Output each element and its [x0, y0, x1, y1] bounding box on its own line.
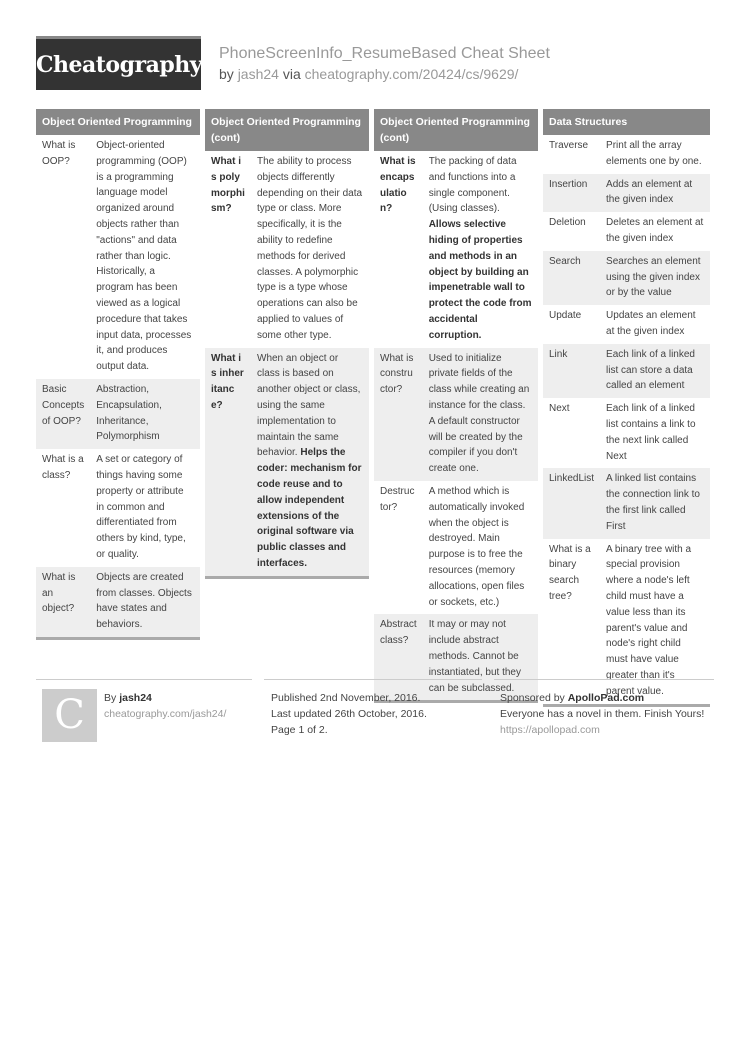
definition: A binary tree with a special provision where a node's left child must have a value less than its parent's value and node's right child must have value greater than it's parent value. — [600, 539, 710, 704]
avatar: C — [42, 689, 97, 742]
section-table — [36, 135, 200, 637]
definition: A linked list contains the connection link to the first link called First — [600, 468, 710, 538]
table-row — [374, 481, 538, 614]
published-date: Published 2nd November, 2016. — [271, 692, 421, 704]
term: Link — [543, 344, 600, 398]
term: LinkedList — [543, 468, 600, 538]
author-link[interactable]: jash24 — [237, 66, 279, 82]
section-title: Object Oriented Programming — [36, 109, 200, 135]
term: Abstract class? — [374, 614, 423, 700]
term: Traverse — [543, 135, 600, 174]
definition: Adds an element at the given index — [600, 174, 710, 213]
term: What is an object? — [36, 567, 90, 637]
definition: Object-oriented programming (OOP) is a programming language model organized around objects rather than "actions" and data rather than logic. Historically, a program has been viewed as a logical procedure that takes input data, processes it, and produces output data. — [90, 135, 200, 379]
section-oop — [36, 109, 200, 640]
section-data-structures — [543, 109, 710, 707]
definition-emphasis: Allows selective hiding of properties and methods in an object by building an impenetrable wall to protect the code from accidental corruption. — [428, 219, 532, 341]
definition: Used to initialize private fields of the class while creating an instance for the class. A default constructor will be created by the compiler if you don't create one. — [423, 348, 538, 481]
table-row — [205, 348, 369, 576]
page-title: PhoneScreenInfo_ResumeBased Cheat Sheet — [219, 45, 550, 62]
section-table — [205, 151, 369, 576]
section-title: Object Oriented Programming (cont) — [205, 109, 369, 151]
table-row — [36, 379, 200, 449]
table-row — [36, 567, 200, 637]
table-row — [36, 135, 200, 379]
table-row — [374, 348, 538, 481]
definition-text: When an object or class is based on another object or class, using the same implementation to maintain the same behavior. — [257, 352, 361, 459]
table-row — [543, 398, 710, 468]
updated-date: Last updated 26th October, 2016. — [271, 708, 427, 720]
definition: A method which is automatically invoked when the object is destroyed. Main purpose is to free the resources (memory allocations, open files or sockets, etc.) — [423, 481, 538, 614]
term: Search — [543, 251, 600, 305]
section-title: Object Oriented Programming (cont) — [374, 109, 538, 151]
header — [36, 36, 714, 90]
sponsor-url[interactable]: https://apollopad.com — [500, 724, 600, 736]
section-divider — [36, 637, 200, 640]
by-label: By — [104, 692, 117, 704]
footer-sponsor — [494, 679, 714, 738]
definition: Each link of a linked list can store a data called an element — [600, 344, 710, 398]
term: What is a class? — [36, 449, 90, 567]
section-table — [543, 135, 710, 704]
table-row — [543, 212, 710, 251]
definition: Updates an element at the given index — [600, 305, 710, 344]
logo-text: Cheatography — [36, 52, 202, 78]
by-label: by — [219, 66, 234, 82]
definition: The ability to process objects differently depending on their data type or class. More specifically, it is the ability to redefine methods for derived classes. A polymorphic type is a type whose operations can also be applied to values of some other type. — [251, 151, 369, 348]
table-row — [543, 135, 710, 174]
term: Deletion — [543, 212, 600, 251]
definition — [251, 348, 369, 576]
table-row — [543, 468, 710, 538]
byline — [219, 66, 518, 82]
term: Destructor? — [374, 481, 423, 614]
table-row — [543, 251, 710, 305]
term: Basic Concepts of OOP? — [36, 379, 90, 449]
table-row — [543, 174, 710, 213]
term: Next — [543, 398, 600, 468]
term: What is inheritance? — [205, 348, 251, 576]
definition: Objects are created from classes. Objects have states and behaviors. — [90, 567, 200, 637]
definition: Searches an element using the given index or by the value — [600, 251, 710, 305]
definition — [423, 151, 538, 348]
via-label: via — [282, 66, 301, 82]
author-name[interactable]: jash24 — [119, 692, 152, 704]
definition: Each link of a linked list contains a link to the next link called Next — [600, 398, 710, 468]
page-number: Page 1 of 2. — [271, 724, 328, 736]
section-oop-cont-2 — [374, 109, 538, 703]
table-row — [205, 151, 369, 348]
footer-author — [36, 679, 252, 749]
cheatography-logo[interactable] — [36, 36, 201, 90]
term: What is OOP? — [36, 135, 90, 379]
table-row — [543, 344, 710, 398]
section-oop-cont-1 — [205, 109, 369, 579]
sponsor-tagline: Everyone has a novel in them. Finish Yours! — [500, 708, 705, 720]
definition: Deletes an element at the given index — [600, 212, 710, 251]
section-divider — [205, 576, 369, 579]
sheet-url-link[interactable]: cheatography.com/20424/cs/9629/ — [304, 66, 519, 82]
term: Update — [543, 305, 600, 344]
definition-emphasis: Helps the coder: mechanism for code reuse and to allow independent extensions of the original software via public classes and interfaces. — [257, 447, 362, 569]
term: What is polymorphism? — [205, 151, 251, 348]
author-line — [104, 690, 226, 706]
term: Insertion — [543, 174, 600, 213]
footer-dates — [264, 679, 482, 738]
section-title: Data Structures — [543, 109, 710, 135]
section-table — [374, 151, 538, 700]
definition: Abstraction, Encapsulation, Inheritance, Polymorphism — [90, 379, 200, 449]
sponsor-name[interactable]: ApolloPad.com — [567, 692, 645, 704]
sponsor-line — [500, 690, 714, 706]
definition-text: The packing of data and functions into a single component. (Using classes). — [428, 156, 517, 215]
footer — [36, 679, 714, 749]
term: What is encapsulation? — [374, 151, 423, 348]
sponsored-label: Sponsored by — [500, 692, 565, 704]
table-row — [374, 151, 538, 348]
definition: Print all the array elements one by one. — [600, 135, 710, 174]
table-row — [36, 449, 200, 567]
table-row — [543, 305, 710, 344]
definition: A set or category of things having some property or attribute in common and differentiated from others by kind, type, or quality. — [90, 449, 200, 567]
definition: It may or may not include abstract methods. Cannot be instantiated, but they can be subclassed. — [423, 614, 538, 700]
term: What is constructor? — [374, 348, 423, 481]
author-url[interactable]: cheatography.com/jash24/ — [104, 708, 227, 720]
author-block — [104, 690, 226, 722]
term: What is a binary search tree? — [543, 539, 600, 704]
